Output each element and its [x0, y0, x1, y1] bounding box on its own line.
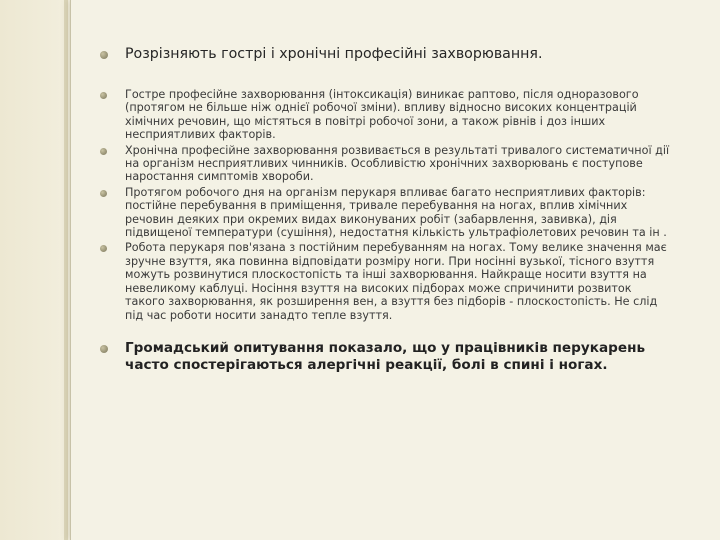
conclusion-text: Громадський опитування показало, що у працівників перукарень часто спостерігаються алергічні реакції, болі в спині і ногах.	[125, 339, 646, 373]
left-accent-stripe	[64, 0, 68, 540]
details-list	[100, 88, 670, 322]
detail-text: Хронічна професійне захворювання розвивається в результаті тривалого систематичної дії на організм несприятливих чинників. Особливістю хронічних захворювань є поступове наростання симптомів хвороби.	[125, 143, 670, 184]
conclusion-item	[100, 340, 670, 374]
bullet-icon	[100, 92, 107, 99]
bullet-icon	[100, 245, 107, 252]
detail-text: Протягом робочого дня на організм перукаря впливає багато несприятливих факторів: постійне перебування в приміщення, тривале перебування на ногах, вплив хімічних речовин деяких при окремих видах виконуваних робіт (забарвлення, завивка), дія підвищеної температури (сушіння), недостатня кількість ультрафіолетових речовин та ін .	[125, 185, 667, 240]
headline-item	[100, 46, 670, 63]
detail-text: Гостре професійне захворювання (інтоксикація) виникає раптово, після одноразового (протягом не більше ніж однієї робочої зміни). впливу відносно високих концентрацій хімічних речовин, що містяться в повітрі робочої зони, а також рівнів і доз інших несприятливих факторів.	[125, 88, 639, 142]
bullet-icon	[100, 190, 107, 197]
slide-content	[100, 36, 670, 374]
detail-item	[100, 186, 670, 240]
detail-text: Робота перукаря пов'язана з постійним перебуванням на ногах. Тому велике значення має зручне взуття, яка повинна відповідати розміру ноги. При носінні вузької, тісного взуття можуть розвинутися плоскостопість та інші захворювання. Найкраще носити взуття на невеликому каблуці. Носіння взуття на високих підборах може спричинити розвиток такого захворювання, як розширення вен, а взуття без підборів - плоскостопість. Не слід під час роботи носити занадто тепле взуття.	[125, 241, 667, 322]
detail-item	[100, 88, 670, 142]
bullet-icon	[100, 148, 107, 155]
bullet-icon	[100, 345, 108, 353]
headline-text: Розрізняють гострі і хронічні професійні захворювання.	[125, 46, 543, 62]
detail-item	[100, 144, 670, 184]
bullet-icon	[100, 51, 108, 59]
detail-item	[100, 241, 670, 321]
